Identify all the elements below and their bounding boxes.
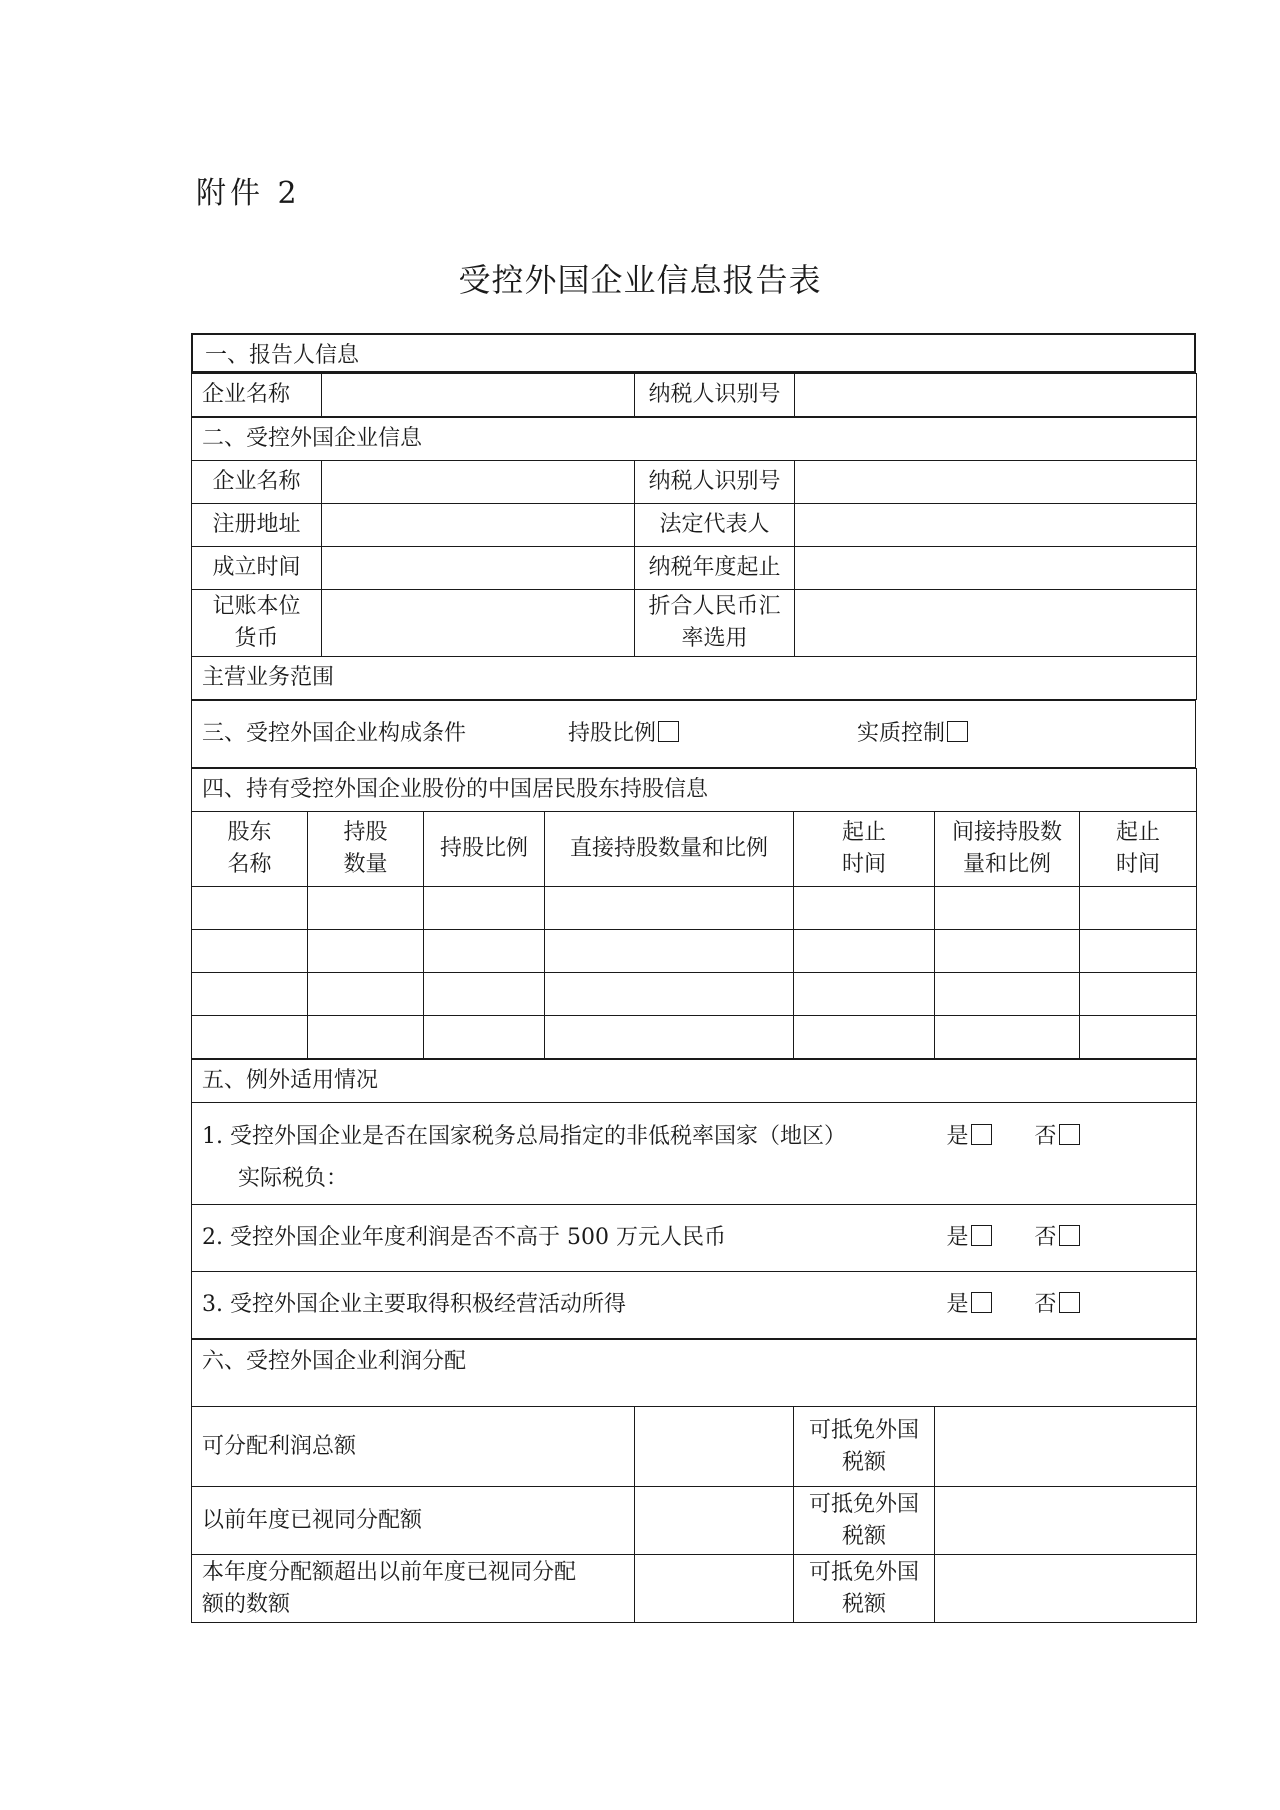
col-indirect-holding	[935, 812, 1080, 887]
table-cell[interactable]	[545, 1016, 794, 1059]
col-period-direct	[794, 812, 935, 887]
table-cell[interactable]	[794, 1016, 935, 1059]
established-label: 成立时间	[192, 547, 322, 590]
exception-item-2-yes[interactable]	[937, 1205, 1025, 1272]
table-cell[interactable]	[308, 973, 424, 1016]
reporter-company-name-field[interactable]	[322, 374, 635, 417]
yes-label: 是	[946, 1225, 969, 1250]
section2-heading: 二、受控外国企业信息	[192, 418, 1197, 461]
col-line: 数量	[343, 852, 388, 877]
col-line: 名称	[227, 852, 272, 877]
currency-label	[192, 590, 322, 657]
no-label: 否	[1034, 1225, 1057, 1250]
table-cell[interactable]	[794, 887, 935, 930]
reporter-taxpayer-id-field[interactable]	[795, 374, 1197, 417]
section2-table	[191, 417, 1197, 700]
exception-item-3-no[interactable]	[1025, 1272, 1197, 1339]
table-cell[interactable]	[1080, 930, 1197, 973]
checkbox-icon[interactable]	[971, 1124, 992, 1145]
exception-item-1-question: 1. 受控外国企业是否在国家税务总局指定的非低税率国家（地区）	[202, 1124, 846, 1149]
table-cell[interactable]	[192, 973, 308, 1016]
table-cell[interactable]	[1080, 973, 1197, 1016]
exception-item-3-text: 3. 受控外国企业主要取得积极经营活动所得	[192, 1272, 937, 1339]
col-line: 间接持股数	[951, 820, 1062, 845]
col-line: 时间	[1116, 852, 1161, 877]
col-line: 直接持股数量和比例	[569, 836, 768, 861]
cfc-company-name-field[interactable]	[322, 461, 635, 504]
table-cell[interactable]	[935, 1016, 1080, 1059]
table-cell[interactable]	[1080, 1016, 1197, 1059]
table-cell[interactable]	[424, 973, 545, 1016]
cfc-taxpayer-id-field[interactable]	[795, 461, 1197, 504]
rmb-rate-label-line1: 折合人民币汇	[648, 594, 781, 619]
no-label: 否	[1034, 1124, 1057, 1149]
table-cell[interactable]	[192, 1016, 308, 1059]
no-label: 否	[1034, 1292, 1057, 1317]
table-cell[interactable]	[545, 930, 794, 973]
table-cell[interactable]	[192, 930, 308, 973]
currency-label-line2: 货币	[234, 626, 279, 651]
excess-line2: 额的数额	[202, 1591, 291, 1617]
report-form	[191, 333, 1196, 1623]
table-cell[interactable]	[308, 887, 424, 930]
section6-table	[191, 1339, 1197, 1623]
table-row	[192, 973, 1197, 1016]
credit-field-2[interactable]	[935, 1487, 1197, 1555]
col-line: 起止	[1116, 820, 1161, 845]
table-row	[192, 887, 1197, 930]
exception-item-2	[192, 1205, 1197, 1272]
checkbox-icon[interactable]	[971, 1225, 992, 1246]
credit-line1: 可抵免外国	[808, 1559, 919, 1585]
legal-rep-label: 法定代表人	[635, 504, 795, 547]
section3-row	[192, 701, 1196, 768]
form-title: 受控外国企业信息报告表	[458, 261, 822, 299]
distributable-profit-field[interactable]	[635, 1407, 794, 1487]
table-cell[interactable]	[424, 887, 545, 930]
exception-item-1	[192, 1103, 1197, 1205]
checkbox-icon[interactable]	[1059, 1225, 1080, 1246]
business-scope-label[interactable]: 主营业务范围	[192, 657, 1197, 700]
exception-item-1-yes[interactable]	[937, 1103, 1025, 1205]
credit-line1: 可抵免外国	[808, 1491, 919, 1517]
credit-label-3	[794, 1555, 935, 1623]
section3-table	[191, 700, 1196, 768]
section6-heading: 六、受控外国企业利润分配	[192, 1340, 1197, 1407]
table-cell[interactable]	[308, 1016, 424, 1059]
col-line: 股东	[227, 820, 272, 845]
section1-table	[191, 373, 1197, 417]
option-shareholding[interactable]	[568, 718, 857, 750]
yes-label: 是	[946, 1124, 969, 1149]
rmb-rate-label-line2: 率选用	[681, 626, 748, 651]
reporter-company-name-label: 企业名称	[192, 374, 322, 417]
cfc-taxpayer-id-label: 纳税人识别号	[635, 461, 795, 504]
cfc-company-name-label: 企业名称	[192, 461, 322, 504]
currency-label-line1: 记账本位	[212, 594, 301, 619]
exception-item-3	[192, 1272, 1197, 1339]
credit-label-2	[794, 1487, 935, 1555]
tax-year-field[interactable]	[795, 547, 1197, 590]
credit-field-3[interactable]	[935, 1555, 1197, 1623]
credit-line2: 税额	[841, 1591, 886, 1617]
rmb-rate-label	[635, 590, 795, 657]
checkbox-icon[interactable]	[658, 721, 679, 742]
table-cell[interactable]	[794, 930, 935, 973]
distributable-profit-label: 可分配利润总额	[192, 1407, 635, 1487]
table-cell[interactable]	[1080, 887, 1197, 930]
tax-year-label: 纳税年度起止	[635, 547, 795, 590]
credit-line1: 可抵免外国	[808, 1417, 919, 1443]
checkbox-icon[interactable]	[1059, 1292, 1080, 1313]
credit-label-1	[794, 1407, 935, 1487]
prior-deemed-field[interactable]	[635, 1487, 794, 1555]
section4-heading: 四、持有受控外国企业股份的中国居民股东持股信息	[192, 769, 1197, 812]
checkbox-icon[interactable]	[1059, 1124, 1080, 1145]
registered-address-field[interactable]	[322, 504, 635, 547]
col-line: 量和比例	[962, 852, 1051, 877]
reporter-taxpayer-id-label: 纳税人识别号	[635, 374, 795, 417]
table-cell[interactable]	[424, 930, 545, 973]
legal-rep-field[interactable]	[795, 504, 1197, 547]
table-cell[interactable]	[424, 1016, 545, 1059]
shareholder-header-row	[192, 812, 1197, 887]
col-share-quantity	[308, 812, 424, 887]
col-line: 时间	[841, 852, 886, 877]
credit-field-1[interactable]	[935, 1407, 1197, 1487]
section5-heading: 五、例外适用情况	[192, 1060, 1197, 1103]
table-cell[interactable]	[794, 973, 935, 1016]
exception-item-1-text	[192, 1103, 937, 1205]
option-shareholding-label: 持股比例	[568, 721, 657, 746]
prior-deemed-label: 以前年度已视同分配额	[192, 1487, 635, 1555]
section1-heading: 一、报告人信息	[191, 333, 1196, 373]
col-shareholder-name	[192, 812, 308, 887]
table-row	[192, 1016, 1197, 1059]
checkbox-icon[interactable]	[971, 1292, 992, 1313]
table-cell[interactable]	[935, 930, 1080, 973]
actual-tax-burden-label: 实际税负：	[238, 1166, 349, 1191]
table-cell[interactable]	[935, 973, 1080, 1016]
exception-item-2-text: 2. 受控外国企业年度利润是否不高于 500 万元人民币	[192, 1205, 937, 1272]
option-control-label: 实质控制	[857, 721, 946, 746]
col-line: 持股	[343, 820, 388, 845]
excess-line1: 本年度分配额超出以前年度已视同分配	[202, 1559, 577, 1585]
table-cell[interactable]	[545, 887, 794, 930]
col-share-ratio	[424, 812, 545, 887]
exception-item-2-no[interactable]	[1025, 1205, 1197, 1272]
currency-field[interactable]	[322, 590, 635, 657]
yes-label: 是	[946, 1292, 969, 1317]
col-line: 持股比例	[439, 836, 528, 861]
established-field[interactable]	[322, 547, 635, 590]
excess-distribution-field[interactable]	[635, 1555, 794, 1623]
excess-distribution-label	[192, 1555, 635, 1623]
attachment-label: 附件 2	[196, 176, 301, 211]
col-direct-holding	[545, 812, 794, 887]
section3-heading: 三、受控外国企业构成条件	[202, 721, 467, 746]
section4-table	[191, 768, 1197, 1059]
checkbox-icon[interactable]	[947, 721, 968, 742]
exception-item-1-no[interactable]	[1025, 1103, 1197, 1205]
col-period-indirect	[1080, 812, 1197, 887]
section5-table	[191, 1059, 1197, 1339]
rmb-rate-field[interactable]	[795, 590, 1197, 657]
table-cell[interactable]	[935, 887, 1080, 930]
table-cell[interactable]	[545, 973, 794, 1016]
exception-item-3-yes[interactable]	[937, 1272, 1025, 1339]
option-control[interactable]	[857, 718, 968, 750]
table-cell[interactable]	[192, 887, 308, 930]
credit-line2: 税额	[841, 1449, 886, 1475]
registered-address-label: 注册地址	[192, 504, 322, 547]
table-row	[192, 930, 1197, 973]
table-cell[interactable]	[308, 930, 424, 973]
credit-line2: 税额	[841, 1523, 886, 1549]
col-line: 起止	[841, 820, 886, 845]
